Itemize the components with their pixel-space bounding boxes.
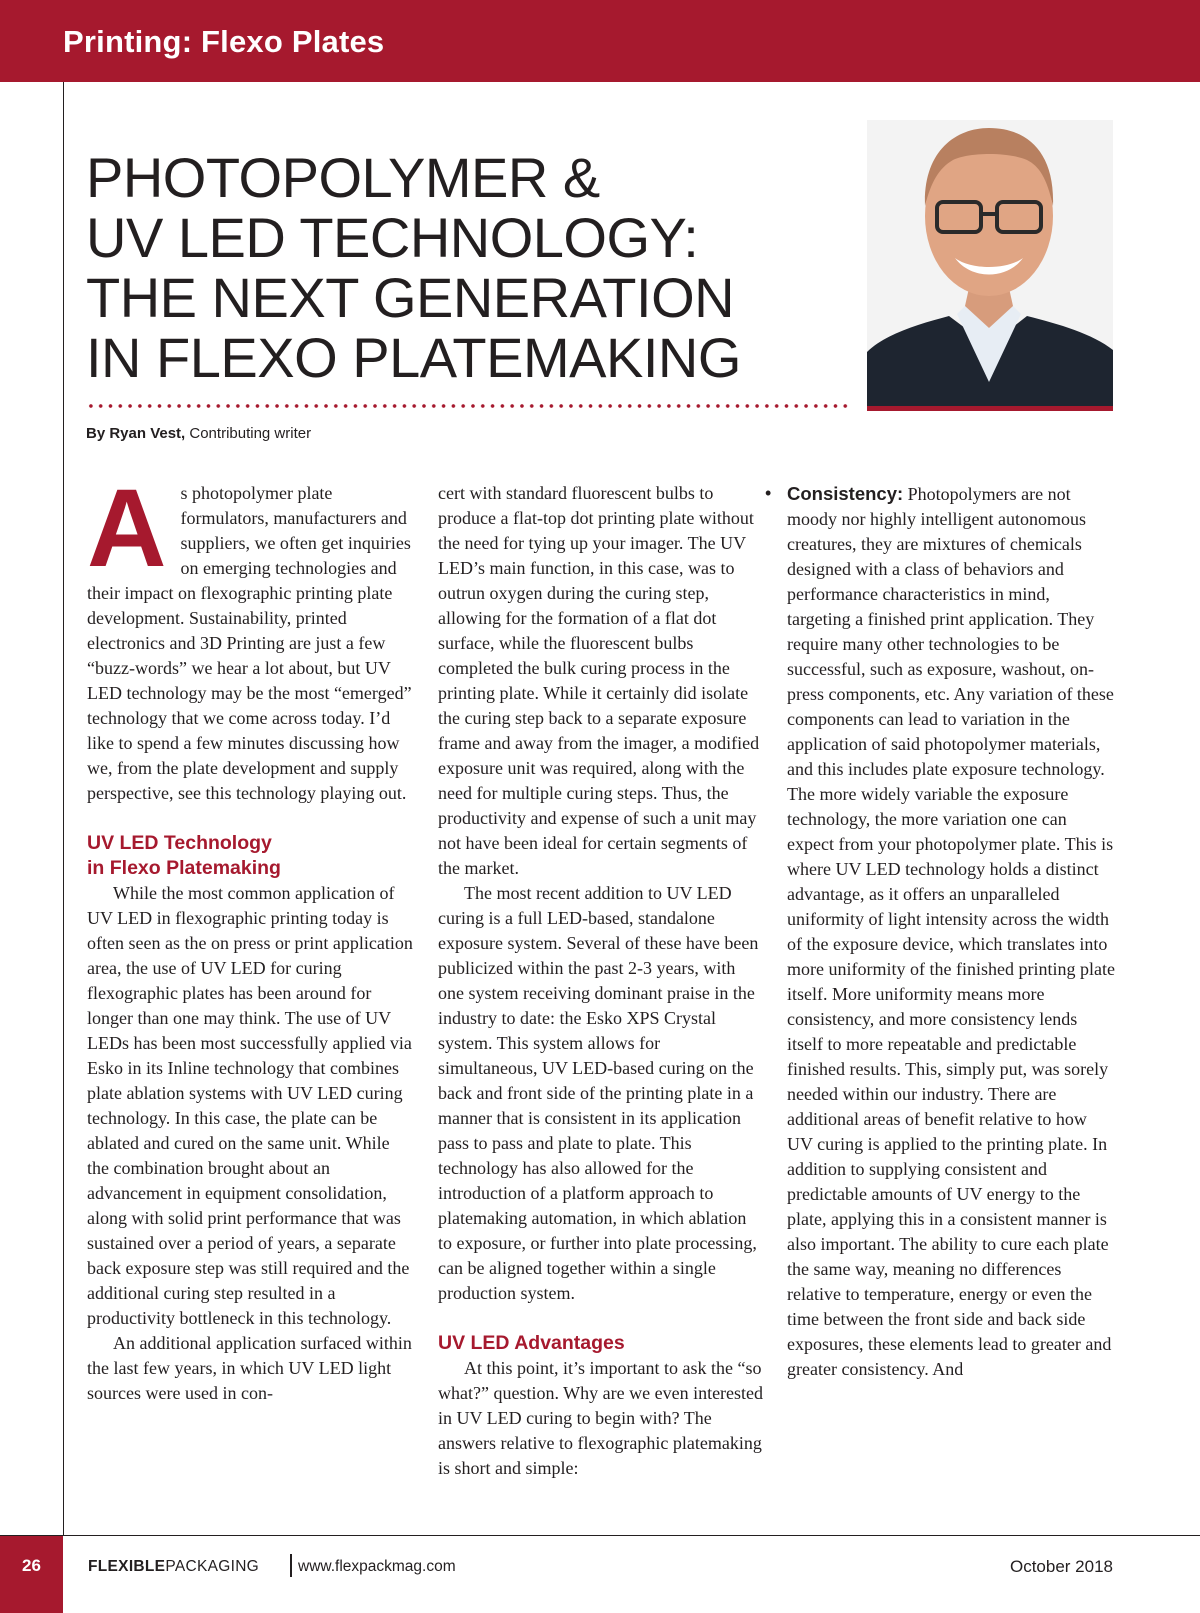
byline-author: By Ryan Vest, <box>86 425 186 442</box>
body-paragraph: The most recent addition to UV LED curing is a full LED-based, standalone exposure system. Several of these have been publicized within the past 2-3 years, with one system receiving dominant praise in the industry to date: the Esko XPS Crystal system. This system allows for simultaneous, UV LED-based curing on the back and front side of the printing plate in a manner that is consistent in its application pass to pass and plate to plate. This technology has also allowed for the introduction of a platform approach to platemaking automation, in which ablation to exposure, or further into plate processing, can be aligned together within a single production system. <box>438 883 759 1303</box>
section-heading-line: UV LED Technology <box>87 832 272 854</box>
intro-paragraph: s photopolymer plate formulators, manufacturers and suppliers, we often get inquiries on emerging technologies and their impact on flexographic printing plate development. Sustainability, printed electronics and 3D Printing are just a few “buzz-words” we hear a lot about, but UV LED technology may be the most “emerged” technology that we come across today. I’d like to spend a few minutes discussing how we, from the plate development and supply perspective, see this technology playing out. <box>87 483 412 803</box>
body-paragraph: At this point, it’s important to ask the “so what?” question. Why are we even interested in UV LED curing to begin with? The answers relative to flexographic platemaking is short and simple: <box>438 1358 764 1478</box>
body-paragraph-continued: cert with standard fluorescent bulbs to produce a flat-top dot printing plate without the need for tying up your imager. The UV LED’s main function, in this case, was to outrun oxygen during the curing step, allowing for the formation of a flat dot surface, while the fluorescent bulbs completed the bulk curing process in the printing plate. While it certainly did isolate the curing step back to a separate exposure frame and away from the imager, a modified exposure unit was required, along with the need for multiple curing steps. Thus, the productivity and expense of such a unit may not have been ideal for certain segments of the market. <box>438 483 760 878</box>
column-3 <box>765 481 1115 1382</box>
dotted-divider <box>86 403 848 409</box>
author-portrait-icon <box>867 120 1113 410</box>
footer-rule <box>0 1535 1200 1536</box>
body-paragraph: While the most common application of UV LED in flexographic printing today is often seen as the on press or print application area, the use of UV LED for curing flexographic plates has been around for longer than one may think. The use of UV LEDs has been most successfully applied via Esko in its Inline technology that combines plate ablation systems with UV LED curing technology. In this case, the plate can be ablated and cured on the same unit. While the combination brought about an advancement in equipment consolidation, along with solid print performance that was sustained over a period of years, a separate back exposure step was still required and the additional curing step resulted in a productivity bottleneck in this technology. <box>87 883 413 1328</box>
section-label: Printing: Flexo Plates <box>63 24 385 59</box>
bullet-item <box>765 481 1115 1382</box>
page-number: 26 <box>22 1556 41 1575</box>
author-portrait <box>867 120 1113 410</box>
column-2 <box>438 481 764 1481</box>
bullet-title: Consistency: <box>787 483 904 504</box>
section-heading: UV LED Advantages <box>438 1332 625 1354</box>
column-1 <box>87 467 413 1406</box>
section-heading-line: in Flexo Platemaking <box>87 857 281 879</box>
bullet-paragraph <box>787 481 1115 1382</box>
footer-url: www.flexpackmag.com <box>298 1558 456 1575</box>
title-line: PHOTOPOLYMER & <box>86 146 600 209</box>
section-heading <box>87 831 413 881</box>
footer-separator <box>290 1554 292 1577</box>
issue-date: October 2018 <box>1009 1557 1113 1576</box>
magazine-logo <box>88 1558 259 1576</box>
title-line: UV LED TECHNOLOGY: <box>86 206 699 269</box>
title-line: IN FLEXO PLATEMAKING <box>86 326 741 389</box>
bullet-text: Photopolymers are not moody nor highly intelligent autonomous creatures, they are mixtures of chemicals designed with a class of behaviors and performance characteristics in mind, targeting a finished print application. They require many other technologies to be successful, such as exposure, washout, on-press components, etc. Any variation of these components can lead to variation in the application of said photopolymer materials, and this includes plate exposure technology. The more widely variable the exposure technology, the more variation one can expect from your photopolymer plate. This is where UV LED technology holds a distinct advantage, as it offers an unparalleled uniformity of light intensity across the width of the exposure device, which translates into more uniformity of the finished printing plate itself. More uniformity means more consistency, and more consistency lends itself to more repeatable and predictable finished results. This, simply put, was sorely needed within our industry. There are additional areas of benefit relative to how UV curing is applied to the printing plate. In addition to supplying consistent and predictable amounts of UV energy to the plate, applying this in a consistent manner is also important. The ability to cure each plate the same way, meaning no differences relative to temperature, energy or even the time between the front side and back side exposures, these elements lead to greater and greater consistency. And <box>787 484 1115 1379</box>
byline-role: Contributing writer <box>185 425 312 442</box>
drop-cap: A <box>87 467 167 590</box>
article-title <box>86 148 846 388</box>
brand-bold: FLEXIBLE <box>88 1558 166 1575</box>
title-line: THE NEXT GENERATION <box>86 266 735 329</box>
brand-light: PACKAGING <box>165 1558 260 1575</box>
left-margin-rule <box>63 82 64 1535</box>
portrait-accent-bar <box>867 406 1113 411</box>
bullet-marker: • <box>765 483 772 503</box>
byline <box>86 425 311 442</box>
body-paragraph: An additional application surfaced within the last few years, in which UV LED light sources were used in con- <box>87 1333 412 1403</box>
